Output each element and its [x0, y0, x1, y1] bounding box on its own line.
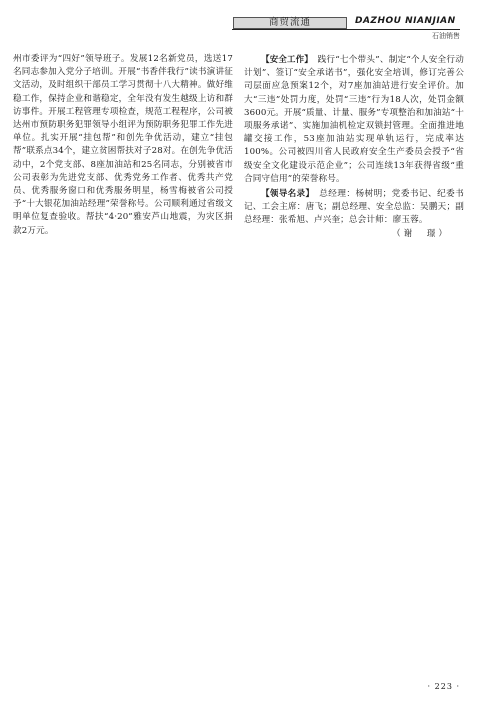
- leadership-paragraph: [244, 187, 464, 228]
- safety-keyword: 【安全工作】: [261, 54, 309, 64]
- subsection-label: 石油销售: [432, 32, 460, 40]
- section-label: 商贸流通: [233, 17, 347, 29]
- body-paragraph: 州市委评为“四好”领导班子。发展12名新党员，选送17名同志参加入党分子培训。开展“书香伴我行”读书演讲征文活动，及时组织干部员工学习贯彻十八大精神。做好维稳工作，保持企业和谐稳定，全年没有发生越级上访和群访事件。开展工程管理专项检查，规范工程程序，公司被达州市预防职务犯罪领导小组评为预防职务犯罪工作先进单位。扎实开展“挂包帮”和创先争优活动，建立“挂包帮”联系点34个，建立贫困帮扶对子28对。在创先争优活动中，2个党支部、8座加油站和25名同志，分别被省市公司表彰为先进党支部、优秀党务工作者、优秀共产党员、优秀服务窗口和优秀服务明星，杨雪梅被省公司授予“十大银花加油站经理”荣誉称号。公司顺利通过省级文明单位复查验收。帮扶“4·20”雅安芦山地震，为灾区捐款2万元。: [13, 54, 233, 236]
- safety-paragraph: [244, 53, 464, 186]
- yearbook-title: DAZHOU NIANJIAN: [355, 16, 456, 26]
- left-column: [13, 53, 233, 238]
- leadership-keyword: 【领导名录】: [261, 188, 311, 199]
- header-divider: [232, 29, 460, 30]
- safety-text: 践行“七个带头”、制定“个人安全行动计划”、签订“安全承诺书”，强化安全培训，修订完善公司层面应急预案12个，对7座加油站进行安全评价。加大“三违”处罚力度，处罚“三违”行为18人次，处罚金额3600元。开展“质量、计量、服务”专项整治和加油站“十项服务承诺”、实施加油机检定双锁封管理。全面推进地罐交接工作，53座加油站实现单轨运行，完成率达100%。公司被四川省人民政府安全生产委员会授予“省级安全文化建设示范企业”；公司连续13年获得省级“重合同守信用”的荣誉称号。: [244, 55, 464, 184]
- right-column: [244, 53, 464, 241]
- author-credit: （谢 璟）: [392, 228, 450, 239]
- leadership-text: 总经理：杨树明；党委书记、纪委书记、工会主席：唐飞；副总经理、安全总监：吴鹏天；副总经理：张希旭、卢兴奎；总会计师：廖玉蓉。: [244, 189, 464, 226]
- page-number: · 223 ·: [427, 682, 460, 691]
